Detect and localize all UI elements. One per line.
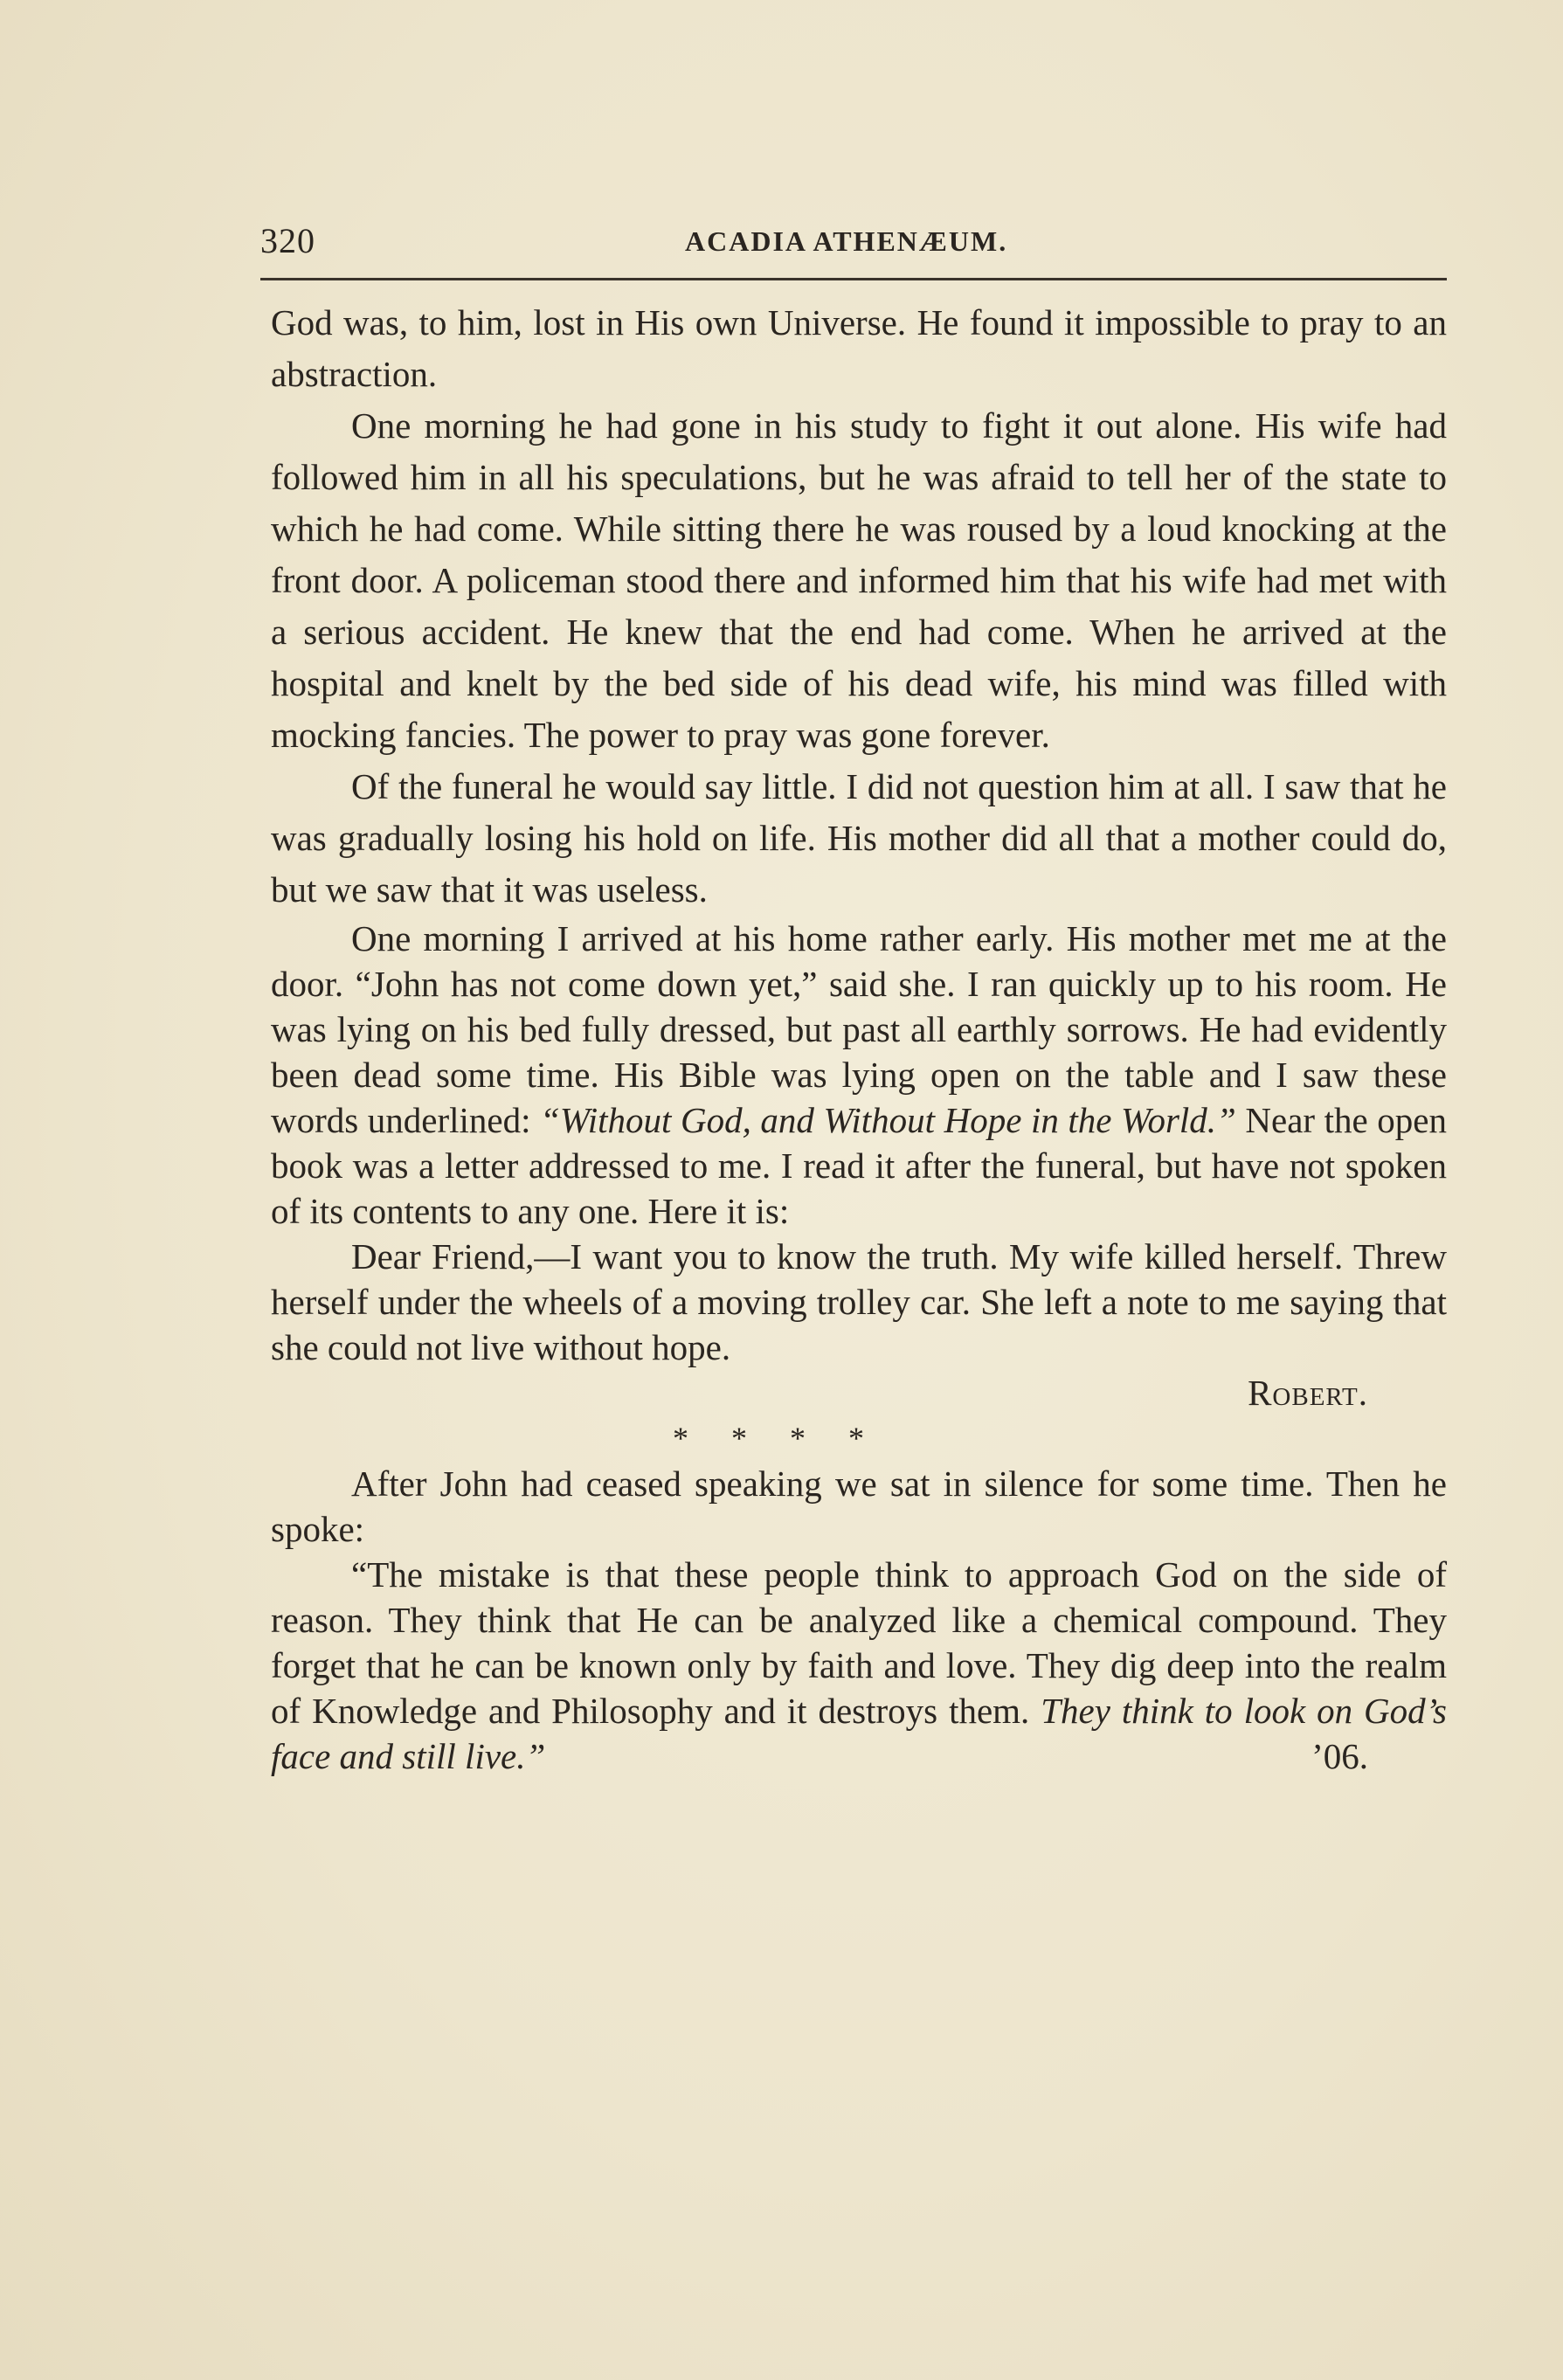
header-rule — [260, 278, 1447, 280]
section-break: * * * * — [673, 1421, 864, 1456]
letter-signature: Robert. — [1248, 1373, 1368, 1413]
page-number: 320 — [260, 221, 315, 260]
class-year: ’06. — [1311, 1736, 1368, 1776]
closing-quote: They think to look on God’s face and still live.” — [271, 1691, 1447, 1776]
paragraph — [271, 1552, 1447, 1779]
paragraph: God was, to him, lost in His own Universe. He found it impossible to pray to an abstraction. — [271, 302, 1447, 394]
quoted-scripture: “Without God, and Without Hope in the World.” — [540, 1100, 1236, 1140]
paragraph-text: One morning I arrived at his home rather early. His mother met me at the door. “John has not come down yet,” said she. I ran quickly up to his room. He was lying on his bed fully dressed, but past all earthly sorrows. He had evidently been dead some time. His Bible was lying open on the table and I saw these words underlined: — [271, 918, 1447, 1140]
paragraph-text: “The mistake is that these people think to approach God on the side of reason. They think that He can be analyzed like a chemical compound. They forget that he can be known only by faith and love. They dig deep into the realm of Knowledge and Philosophy and it destroys them. — [271, 1554, 1447, 1731]
paragraph — [271, 916, 1447, 1234]
paragraph: After John had ceased speaking we sat in silence for some time. Then he spoke: — [271, 1463, 1447, 1549]
letter-text: Dear Friend,—I want you to know the truth. My wife killed herself. Threw herself under the wheels of a moving trolley car. She left a note to me saying that she could not live without hope. — [271, 1236, 1447, 1367]
page-header — [260, 220, 1447, 281]
paragraph-text: Near the open book was a letter addressed to me. I read it after the funeral, but have not spoken of its contents to any one. Here it is: — [271, 1100, 1447, 1231]
body-text — [271, 297, 1447, 1779]
running-head: ACADIA ATHENÆUM. — [685, 225, 1008, 257]
paragraph: One morning he had gone in his study to fight it out alone. His wife had followed him in all his speculations, but he was afraid to tell her of the state to which he had come. While sitting there he was roused by a loud knocking at the front door. A policeman stood there and informed him that his wife had met with a serious accident. He knew that the end had come. When he arrived at the hospital and knelt by the bed side of his dead wife, his mind was filled with mocking fancies. The power to pray was gone forever. — [271, 405, 1447, 755]
paragraph: Of the funeral he would say little. I did not question him at all. I saw that he was gradually losing his hold on life. His mother did all that a mother could do, but we saw that it was useless. — [271, 766, 1447, 910]
